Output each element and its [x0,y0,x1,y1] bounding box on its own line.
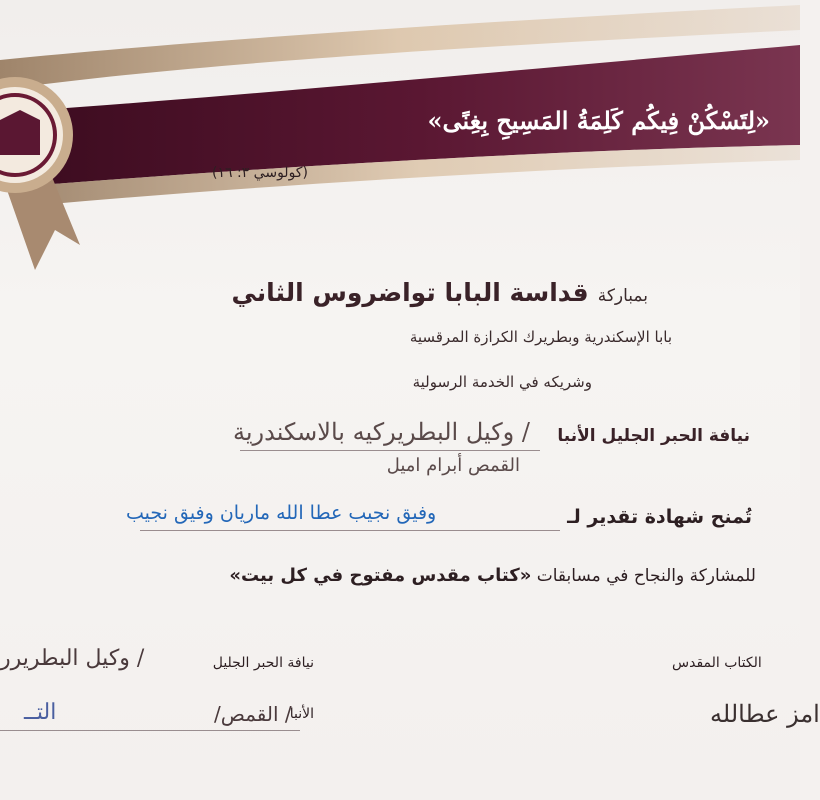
bishop-underline [240,450,540,451]
occasion-line [229,565,756,586]
blessing-line [231,278,648,307]
verse-reference: (كولوسي ٣: ١٦) [212,165,308,181]
left-signature-title: نيافة الحبر الجليل [212,655,314,671]
occasion-text: للمشاركة والنجاح في مسابقات [536,566,756,586]
bishop-line: نيافة الحبر الجليل الأنبا [557,426,750,446]
blessing-prefix: بمباركة [597,286,648,306]
left-signature-underline [0,730,300,731]
priest-handwritten: القمص أبرام اميل [386,455,520,476]
partner-line: وشريكه في الخدمة الرسولية [412,373,592,391]
church-seal-emblem [0,40,80,240]
left-signature-name: الأنبا [289,706,314,722]
right-signature-handwriting: امز عطالله [710,700,820,728]
bishop-handwritten: / وكيل البطريركيه بالاسكندرية [232,418,530,446]
pope-title: بابا الإسكندرية وبطريرك الكرازة المرقسية [409,328,672,346]
competition-title: «كتاب مقدس مفتوح في كل بيت» [229,565,532,586]
left-signature-handwriting: / وكيل البطريرر [0,646,145,671]
left-signature-handwriting-2: / القمص/ [214,702,292,726]
left-signature-scribble: التــ [24,700,57,725]
grant-line: تُمنح شهادة تقدير لـ [567,506,752,528]
recipient-underline [140,530,560,531]
recipient-name: وفيق نجيب عطا الله ماريان وفيق نجيب [126,502,437,524]
bible-verse: «لِتَسْكُنْ فِيكُم كَلِمَةُ المَسِيحِ بِغِنًى» [427,106,770,135]
right-signature-title: الكتاب المقدس [672,655,762,671]
pope-name: قداسة البابا تواضروس الثاني [231,278,589,307]
